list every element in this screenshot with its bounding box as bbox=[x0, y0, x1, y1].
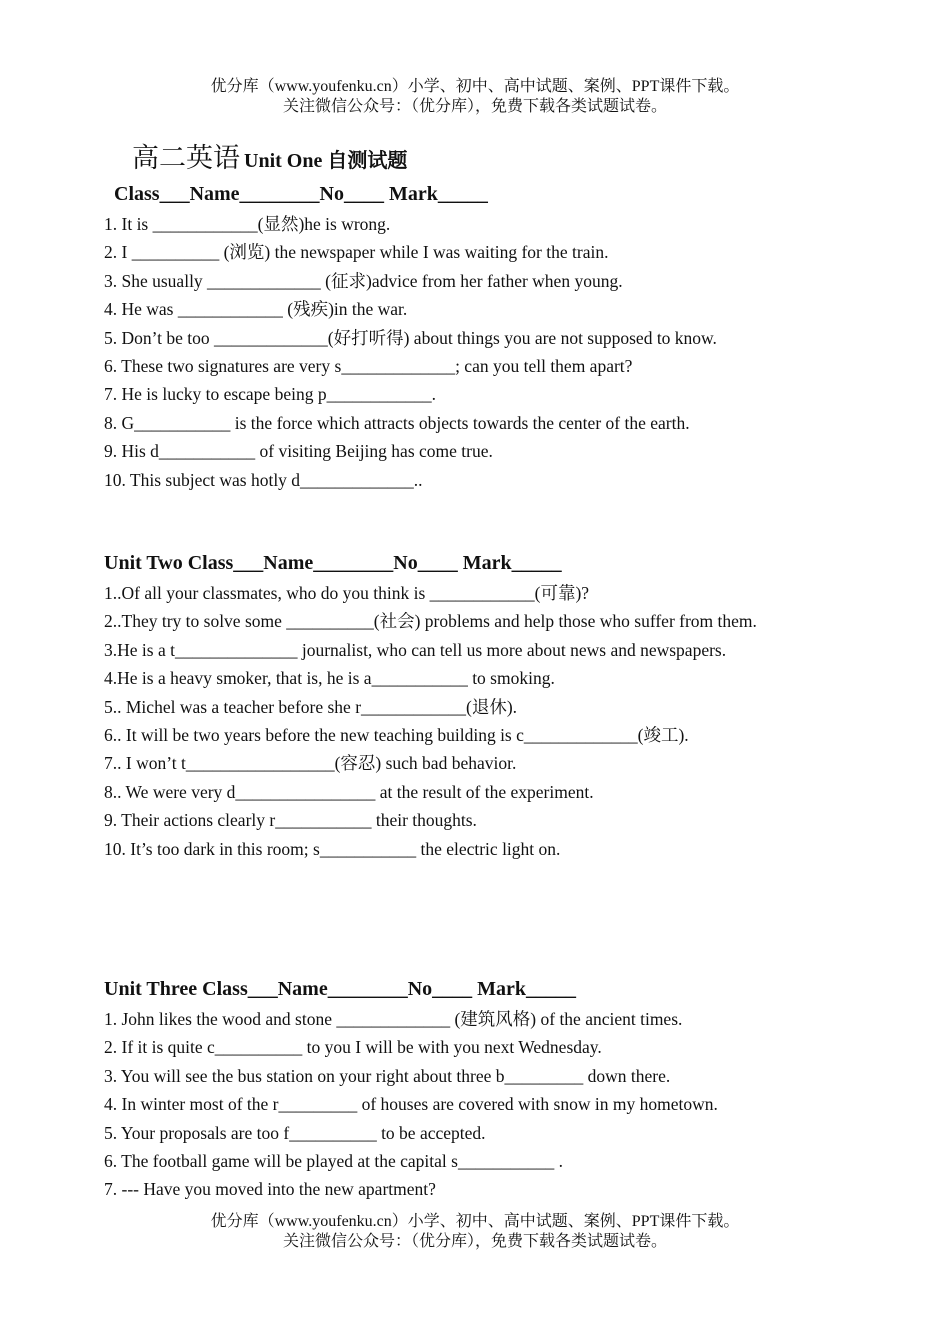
unit-one-header: Class___Name________No____ Mark_____ bbox=[114, 183, 488, 205]
question-item: 4.He is a heavy smoker, that is, he is a___________ to smoking. bbox=[104, 668, 555, 689]
header-line-1: 优分库（www.youfenku.cn）小学、初中、高中试题、案例、PPT课件下载。 bbox=[210, 78, 740, 95]
page-title bbox=[132, 136, 407, 175]
question-item: 7.. I won’t t_________________(容忍) such bad behavior. bbox=[104, 753, 517, 774]
question-item: 9. Their actions clearly r___________ their thoughts. bbox=[104, 810, 477, 831]
title-chinese: 高二英语 bbox=[132, 143, 240, 173]
question-item: 5. Your proposals are too f__________ to be accepted. bbox=[104, 1122, 486, 1143]
question-item: 3.He is a t______________ journalist, who can tell us more about news and newspapers. bbox=[104, 639, 727, 660]
unit-two-questions bbox=[104, 579, 757, 863]
question-item: 3. She usually _____________ (征求)advice from her father when young. bbox=[104, 270, 623, 291]
title-english: Unit One 自测试题 bbox=[244, 150, 408, 172]
question-item: 8. G___________ is the force which attracts objects towards the center of the earth. bbox=[104, 412, 690, 433]
question-item: 10. This subject was hotly d_____________.. bbox=[104, 469, 423, 490]
question-item: 10. It’s too dark in this room; s___________ the electric light on. bbox=[104, 838, 561, 859]
unit-three-header: Unit Three Class___Name________No____ Mark_____ bbox=[104, 978, 577, 1000]
footer-line-1: 优分库（www.youfenku.cn）小学、初中、高中试题、案例、PPT课件下载。 bbox=[210, 1213, 740, 1230]
question-item: 7. He is lucky to escape being p____________. bbox=[104, 384, 436, 405]
question-item: 4. He was ____________ (残疾)in the war. bbox=[104, 299, 408, 320]
question-item: 2..They try to solve some __________(社会) problems and help those who suffer from them. bbox=[104, 611, 757, 632]
footer-line-2: 关注微信公众号：（优分库），免费下载各类试题试卷。 bbox=[282, 1233, 667, 1250]
question-item: 4. In winter most of the r_________ of houses are covered with snow in my hometown. bbox=[104, 1094, 718, 1115]
unit-two-header: Unit Two Class___Name________No____ Mark_____ bbox=[104, 552, 562, 574]
question-item: 9. His d___________ of visiting Beijing has come true. bbox=[104, 441, 493, 462]
question-item: 6.. It will be two years before the new teaching building is c_____________(竣工). bbox=[104, 724, 689, 745]
question-item: 2. I __________ (浏览) the newspaper while I was waiting for the train. bbox=[104, 242, 609, 263]
question-item: 5.. Michel was a teacher before she r____________(退休). bbox=[104, 696, 518, 717]
question-item: 6. These two signatures are very s_____________; can you tell them apart? bbox=[104, 355, 633, 376]
question-item: 1. John likes the wood and stone _____________ (建筑风格) of the ancient times. bbox=[104, 1009, 683, 1029]
question-item: 1..Of all your classmates, who do you think is ____________(可靠)? bbox=[104, 583, 590, 603]
page-header bbox=[0, 77, 950, 117]
header-line-2: 关注微信公众号：（优分库），免费下载各类试题试卷。 bbox=[282, 98, 667, 115]
unit-one-questions bbox=[104, 210, 717, 494]
question-item: 6. The football game will be played at the capital s___________ . bbox=[104, 1150, 563, 1171]
question-item: 1. It is ____________(显然)he is wrong. bbox=[104, 214, 391, 234]
question-item: 2. If it is quite c__________ to you I will be with you next Wednesday. bbox=[104, 1037, 602, 1058]
unit-three-questions bbox=[104, 1005, 718, 1204]
question-item: 8.. We were very d________________ at the result of the experiment. bbox=[104, 781, 594, 802]
question-item: 7. --- Have you moved into the new apartment? bbox=[104, 1179, 436, 1200]
question-item: 5. Don’t be too _____________(好打听得) about things you are not supposed to know. bbox=[104, 327, 717, 348]
page-footer bbox=[0, 1212, 950, 1252]
question-item: 3. You will see the bus station on your right about three b_________ down there. bbox=[104, 1065, 671, 1086]
